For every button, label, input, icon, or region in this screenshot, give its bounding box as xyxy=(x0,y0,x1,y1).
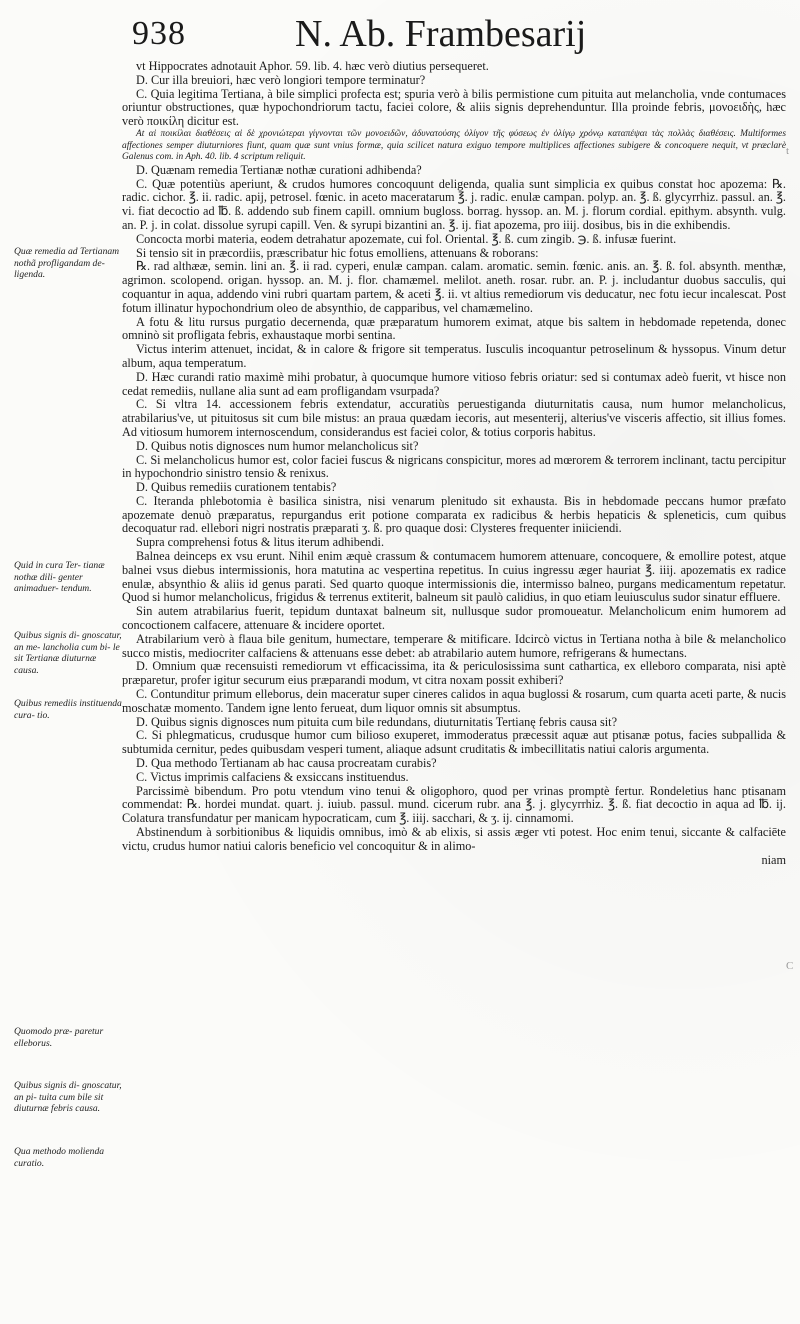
margin-note-methodo: Qua methodo molienda curatio. xyxy=(14,1146,105,1169)
paragraph: Abstinendum à sorbitionibus & liquidis omnibus, imò & ab elixis, si assis æger vti potest. Hoc enim tenui, siccante & calfaciēte victu, crudus humor natiui caloris beneficio vel concoquitur & in alimo- xyxy=(122,825,786,853)
margin-note-pituita: Quibus signis di- gnoscatur, an pi- tuita cum bile sit diuturnæ febris causa. xyxy=(14,1080,122,1114)
paragraph: ℞. rad althææ, semin. lini an. ℥. ii rad. cyperi, enulæ campan. calam. aromatic. semin. fœnic. anis. an. ℥. ß. fol. absynth. menthæ, agrimon. scolopend. origan. hyssop. an. M. j. flor. chamæmel. melilot. aneth. rosar. rubr. an. P. j. includantur duobus sacculis, qui coquantur in aqua, addendo vini rubri quartam partem, & aceti ℥. ii. vt altius remediorum vis deducatur, nec fotu iecur incalescat. Post fotum illinatur hypochondrium oleo de absynthio, de capparibus, vel chamæmelino. xyxy=(122,259,786,315)
paragraph: D. Hæc curandi ratio maximè mihi probatur, à quocumque humore vitioso febris oriatur: sed si contumax adeò fuerit, vt hisce non cedat remediis, nullane alia sunt ad eam profligandam vsurpada? xyxy=(122,369,786,398)
paragraph: D. Omnium quæ recensuisti remediorum vt efficacissima, ita & periculosissima sunt cathartica, ex elleboro comparata, nisi aptè præparetur, profer igitur securum eius præparandi modum, vt citra noxam possit exhiberi? xyxy=(122,659,786,688)
page-number: 938 xyxy=(132,15,186,52)
margin-column xyxy=(14,0,122,1324)
body-text xyxy=(122,60,786,1318)
paragraph: C. Quia legitima Tertiana, à bile simplici profecta est; spuria verò à bilis permistione cum pituita aut melancholia, vnde contumaces oriuntur obstructiones, quæ hypochondriorum tactu, faciei colore, & aliis signis deprehenduntur. Illa proinde febris, μονοειδὴς, hæc verò ποικίλη dicitur est. xyxy=(122,86,786,129)
edge-mark: t xyxy=(786,145,790,157)
paragraph: C. Quæ potentiùs aperiunt, & crudos humores concoquunt deligenda, qualia sunt simplicia ex quibus constat hoc apozema: ℞. radic. cichor. ℥. ii. radic. apij, petrosel. fœnic. in aceto maceratarum ℥. j. radic. enulæ campan. polyp. an. ℥. ß. glycyrrhiz. passul. an. ℥. vi. fiat decoctio ad ℔. ß. addendo sub finem capill. omnium bugloss. borrag. hyssop. an. M. j. florum cordial. epithym. absynth. vulg. an. P. j. in colat. dissolue syrupi capill. Ven. & syrupi bizantini an. ℥. ij. fiat apozema, pro iiij. dosibus, bis in die exhibendis. xyxy=(122,176,786,232)
paragraph: C. Iteranda phlebotomia è basilica sinistra, nisi venarum plenitudo sit exhausta. Bis in hebdomade peccans humor præfato apozemate denuò præparatus, repurgandus erit potione comparata ex radicibus & herbis hepaticis & spleneticis, cum quibus decoquatur rad. ellebori nigri nostratis præparati ʒ. ß. pro quaque dosi: Clysteres frequenter iniiciendi. xyxy=(122,493,786,536)
paragraph: Parcissimè bibendum. Pro potu vtendum vino tenui & oligophoro, quod per vrinas promptè fertur. Rondeletius hanc ptisanam commendat: ℞. hordei mundat. quart. j. iuiub. passul. mund. cicerum rubr. ana ℥. j. glycyrrhiz. ℥. ß. fiat decoctio in aqua ad ℔. ij. Colatura transfundatur per manicam hypocraticam, cum ℥. iiij. sacchari, & ʒ. ij. cinnamomi. xyxy=(122,783,786,826)
paragraph: Concocta morbi materia, eodem detrahatur apozemate, cui fol. Oriental. ℥. ß. cum zingib. ℈. ß. infusæ fuerint. xyxy=(136,231,677,246)
paragraph: Si tensio sit in præcordiis, præscribatur hic fotus emolliens, attenuans & roborans: xyxy=(136,245,539,260)
paragraph: Sin autem atrabilarius fuerit, tepidum duntaxat balneum sit, nullusque sudor promoueatur. Melancholicum enim humorem ad concoctionem calfacere, attenuare & incidere oportet. xyxy=(122,604,786,633)
paragraph: D. Quibus signis dignosces num pituita cum bile redundans, diuturnitatis Tertianę febris causa sit? xyxy=(136,714,618,729)
paragraph: C. Contunditur primum elleborus, dein maceratur super cineres calidos in aqua buglossi & rosarum, cum quarta aceti parte, & nucis moschatæ momento. Tandem igne lento ferueat, dum liquor omnis sit absumptus. xyxy=(122,687,786,715)
paragraph: D. Quænam remedia Tertianæ nothæ curationi adhibenda? xyxy=(136,162,422,177)
paragraph: D. Quibus notis dignosces num humor melancholicus sit? xyxy=(136,438,419,453)
paragraph: A fotu & litu rursus purgatio decernenda, quæ præparatum humorem eximat, atque bis saltem in hebdomade repetenda, donec omninò sit profligata febris, exhaustaque morbi sentina. xyxy=(122,314,786,343)
margin-note-cura: Quid in cura Ter- tianæ nothæ dili- genter animaduer- tendum. xyxy=(14,560,105,594)
edge-mark: C xyxy=(786,960,794,972)
paragraph: C. Victus imprimis calfaciens & exsiccans instituendus. xyxy=(136,769,409,784)
margin-note-remediis: Quibus remediis instituenda cura- tio. xyxy=(14,698,122,721)
margin-note-elleborus: Quomodo præ- paretur elleborus. xyxy=(14,1026,104,1049)
margin-note-remedia: Quæ remedia ad Tertianam nothã profligandam de- ligenda. xyxy=(14,246,120,280)
paragraph: Victus interim attenuet, incidat, & in calore & frigore sit temperatus. Iusculis incoquantur petroselinum & hyssopus. Vinum detur album, aqua temperatum. xyxy=(122,342,786,370)
paragraph: D. Quibus remediis curationem tentabis? xyxy=(136,480,337,495)
paragraph: D. Cur illa breuiori, hæc verò longiori tempore terminatur? xyxy=(136,72,426,87)
paragraph: C. Si vltra 14. accessionem febris extendatur, accuratiùs peruestiganda diuturnitatis causa, num humor melancholicus, atrabilarius've, ut pituitosus sit cum bile mistus: an praua quædam iecoris, aut mesenterij, alterius've visceris affectio, sit illius fomes. Ad vitiosum humorem internoscendum, considerandus est faciei color, & totius corporis habitus. xyxy=(122,397,786,439)
paragraph-greek-quote: At αἱ ποικίλαι διαθέσεις αἱ δὲ χρονιώτεραι γίγνονται τῶν μονοειδῶν, ἀδυνατούσης ὀλίγον τῆς φύσεως ἐν ὀλίγῳ χρόνῳ καταπέψαι τὰς πολλὰς διαθέσεις. Multiformes affectiones semper diuturniores fiunt, quam quæ sunt vnius formæ, quia scilicet natura exiguo tempore multiplices affectiones subigere & concoquere nequit, vt præclarè Galenus com. in Aph. 40. lib. 4 scriptum reliquit. xyxy=(122,128,786,163)
paragraph: C. Si phlegmaticus, crudusque humor cum bilioso exuperet, immoderatus præcessit aquæ aut ptisanæ potus, facies subpallida & subtumida cernitur, pedes quibusdam vesperi tument, aliaque adsunt cruditatis & imbecillitatis natiui caloris argumenta. xyxy=(122,728,786,757)
paragraph: C. Si melancholicus humor est, color faciei fuscus & nigricans conspicitur, mores ad mœrorem & terrorem inclinant, tactu percipitur in hypochondrio sinistro tensio & renixus. xyxy=(122,452,786,481)
paragraph: Atrabilarium verò à flaua bile genitum, humectare, temperare & mitificare. Idcircò victus in Tertiana notha à bile & melancholico succo mistis, mediocriter calfaciens & attenuans esse debet: ab atrabilario autem humore, refrigerans & humectans. xyxy=(122,631,786,660)
paragraph: D. Qua methodo Tertianam ab hac causa procreatam curabis? xyxy=(136,756,437,771)
paragraph: Supra comprehensi fotus & litus iterum adhibendi. xyxy=(136,535,385,550)
running-title: N. Ab. Frambesarij xyxy=(295,13,587,55)
catchword: niam xyxy=(761,852,786,867)
margin-note-melancholia: Quibus signis di- gnoscatur, an me- lancholia cum bi- le sit Tertianæ diuturnæ causa. xyxy=(14,630,122,676)
paragraph: Balnea deinceps ex vsu erunt. Nihil enim æquè crassum & contumacem humorem attenuare, concoquere, & emollire potest, atque balnei vsus diebus intermissionis, hora matutina ac vespertina repetitus. In cuius ingressu æger hauriat ℥. iiij. apozematis ex radice enulæ, absynthio & aliis id genus parati. Sed quarto quoque intermissionis die, intermisso balneo, purgans medicamentum repetatur. Quod si humor melancholicus, frigidus & terrenus extiterit, balneum sit paulò calidius, in quo etiam leuiusculus sudor sinatur effluere. xyxy=(122,549,786,605)
paragraph: vt Hippocrates adnotauit Aphor. 59. lib. 4. hæc verò diutius persequeret. xyxy=(136,60,489,73)
